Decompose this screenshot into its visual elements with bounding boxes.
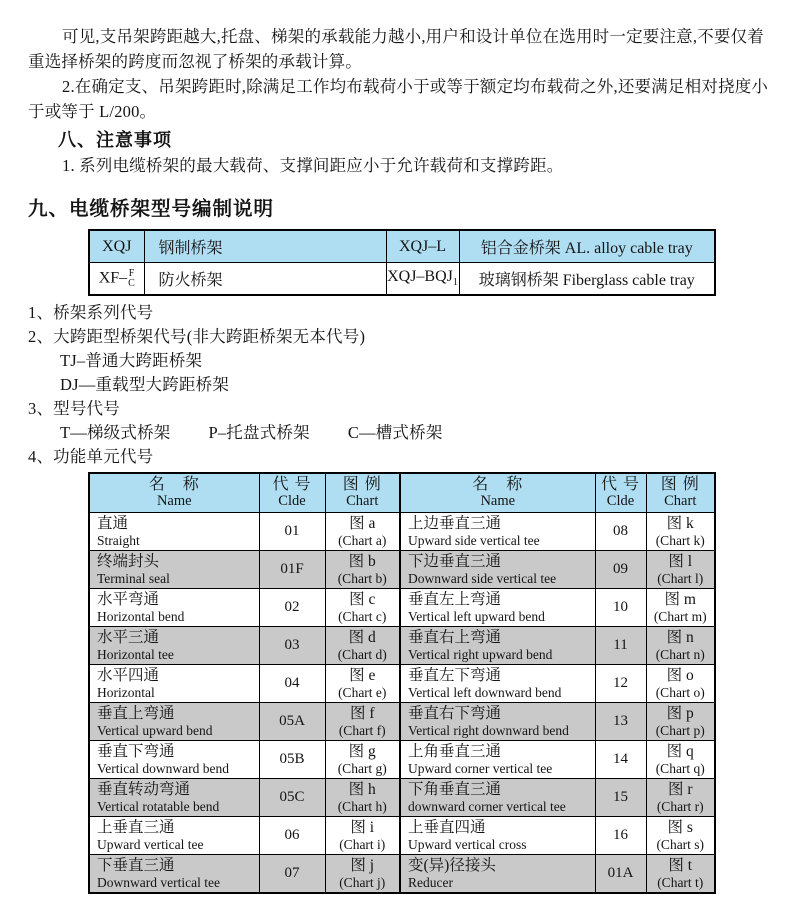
cell-unit-name-text: Vertical rotatable bend [97,798,220,814]
cell-unit-code [595,513,646,551]
header-code-zh: 代 号 [600,476,640,493]
unit-table-row [89,703,715,741]
header-chart [646,473,715,513]
cell-unit-chart-text: 图 s [667,818,693,836]
header-code-zh: 代 号 [272,476,312,493]
cell-unit-chart-text: 图 q [666,742,694,760]
cell-unit-code-text: 03 [284,636,300,653]
cell-unit-code-text: 04 [284,674,300,691]
cell-unit-chart-text: (Chart s) [656,836,705,852]
series-table-row [89,263,715,296]
header-code [259,473,325,513]
cell-unit-name-text: downward corner vertical tee [408,798,566,814]
cell-unit-code [595,741,646,779]
cell-unit-name-text: Downward vertical tee [97,874,220,890]
cell-unit-name-text: 上垂直三通 [97,818,175,836]
cell-unit-name-text: 下边垂直三通 [408,552,502,570]
cell-unit-code [259,589,325,627]
cell-unit-code [259,741,325,779]
cell-unit-chart [325,779,400,817]
paragraph-line: 可见,支吊架跨距越大,托盘、梯架的承载能力越小,用户和设计单位在选用时一定要注意,不要仅着 [62,27,764,46]
cell-unit-name-text: 变(异)径接头 [408,856,496,874]
header-chart [325,473,400,513]
cell-unit-code-text: 15 [613,788,628,805]
cell-unit-chart [646,741,715,779]
header-code [595,473,646,513]
cell-unit-chart-text: (Chart i) [339,836,386,852]
cell-unit-code-text: 12 [613,674,628,691]
cell-unit-chart-text: (Chart f) [338,722,386,738]
header-code-en: Clde [606,493,635,509]
cell-unit-chart [646,855,715,894]
note-item: 3、型号代号 [28,399,120,418]
cell-unit-name [89,589,259,627]
cell-series-desc: 钢制桥架 [144,230,386,263]
cell-series-desc: 防火桥架 [144,263,386,296]
cell-unit-name [400,817,595,855]
code-main: XQJ–BQJ [387,268,453,286]
cell-unit-name-text: Horizontal tee [97,646,174,662]
cell-unit-chart [325,551,400,589]
cell-unit-code [259,627,325,665]
cell-unit-chart [325,817,400,855]
section8-heading: 八、注意事项 [58,130,172,150]
cell-unit-chart [646,589,715,627]
cell-unit-chart-text: (Chart c) [338,608,387,624]
cell-unit-code-text: 05A [279,712,305,729]
cell-unit-chart [325,627,400,665]
header-name-en: Name [156,493,192,509]
cell-unit-code [595,627,646,665]
cell-unit-chart-text: (Chart t) [657,874,704,890]
type-code: P–托盘式桥架 [208,423,310,442]
cell-unit-code-text: 05B [279,750,305,767]
header-name [400,473,595,513]
cell-unit-name [400,513,595,551]
cell-unit-code [259,551,325,589]
cell-unit-name [400,779,595,817]
type-code: C—槽式桥架 [347,423,443,442]
cell-unit-chart [646,513,715,551]
cell-unit-name [89,817,259,855]
cell-unit-chart-text: 图 f [349,704,375,722]
note-item: 4、功能单元代号 [28,447,154,466]
header-code-en: Clde [278,493,306,509]
cell-unit-code [595,817,646,855]
cell-unit-chart-text: (Chart h) [337,798,387,814]
cell-unit-chart [325,741,400,779]
cell-unit-chart-text: (Chart j) [339,874,386,890]
cell-unit-chart-text: 图 l [668,552,693,570]
cell-unit-name [400,741,595,779]
cell-unit-chart-text: 图 p [666,704,694,722]
cell-series-code: XQJ [89,230,144,263]
cell-unit-name-text: 垂直右上弯通 [408,628,502,646]
cell-unit-code-text: 09 [613,560,628,577]
note-subitem: DJ—重载型大跨距桥架 [60,375,230,394]
type-codes-line [28,421,773,445]
cell-unit-name [89,665,259,703]
cell-unit-code [595,703,646,741]
cell-unit-chart-text: 图 r [667,780,693,798]
series-code-table [88,229,716,296]
cell-unit-name-text: Upward side vertical tee [408,532,540,548]
cell-unit-name-text: Upward corner vertical tee [408,760,553,776]
series-table-row [89,230,715,263]
cell-unit-chart-text: (Chart o) [655,684,705,700]
cell-unit-name-text: Horizontal [97,684,155,700]
header-chart-zh: 图 例 [342,476,382,493]
cell-unit-code [259,665,325,703]
cell-unit-chart-text: 图 h [348,780,376,798]
cell-unit-chart [325,665,400,703]
cell-unit-name-text: Vertical left upward bend [408,608,545,624]
unit-table-row [89,817,715,855]
cell-unit-chart-text: 图 m [664,590,696,608]
stacked-code [128,269,135,289]
cell-unit-chart [325,703,400,741]
cell-unit-chart-text: 图 d [348,628,376,646]
section8-item: 1. 系列电缆桥架的最大载荷、支撑间距应小于允许载荷和支撑跨距。 [62,156,564,175]
cell-unit-code-text: 08 [613,522,628,539]
cell-unit-name-text: 水平三通 [97,628,160,646]
cell-unit-code-text: 05C [279,788,305,805]
cell-unit-name [89,627,259,665]
cell-unit-code [595,665,646,703]
cell-unit-name-text: Straight [97,532,140,548]
unit-table-row [89,779,715,817]
cell-unit-name-text: Upward vertical tee [97,836,204,852]
cell-unit-code-text: 06 [284,826,300,843]
cell-unit-chart [325,513,400,551]
paragraph-line: 2.在确定支、吊架跨距时,除满足工作均布载荷小于或等于额定均布载荷之外,还要满足相对挠度小 [62,77,769,96]
cell-unit-name-text: Downward side vertical tee [408,570,557,586]
cell-unit-chart-text: (Chart m) [653,608,707,624]
cell-unit-code [259,703,325,741]
note-item: 1、桥架系列代号 [28,303,154,322]
header-chart-en: Chart [346,493,379,509]
unit-table-row [89,665,715,703]
cell-unit-name-text: Vertical right upward bend [408,646,553,662]
unit-table-row [89,513,715,551]
cell-unit-chart-text: 图 t [668,856,693,874]
cell-unit-name-text: 上垂直四通 [408,818,486,836]
cell-unit-code-text: 02 [284,598,300,615]
cell-unit-name-text: Upward vertical cross [408,836,527,852]
cell-unit-chart [325,589,400,627]
cell-unit-name-text: 终端封头 [97,552,160,570]
cell-unit-chart-text: (Chart a) [338,532,387,548]
cell-series-code: XQJ–L [386,230,459,263]
cell-unit-chart-text: (Chart e) [338,684,387,700]
cell-unit-chart [646,779,715,817]
cell-unit-name-text: 上边垂直三通 [408,514,502,532]
cell-unit-chart-text: (Chart l) [657,570,704,586]
cell-unit-name-text: 水平弯通 [97,590,160,608]
header-name [89,473,259,513]
cell-unit-code [259,513,325,551]
cell-unit-chart-text: 图 c [349,590,376,608]
cell-unit-name-text: 上角垂直三通 [408,742,502,760]
cell-unit-code-text: 07 [284,864,300,881]
cell-unit-chart-text: 图 k [666,514,694,532]
cell-unit-name [89,703,259,741]
cell-unit-name-text: Vertical right downward bend [408,722,569,738]
cell-unit-name [89,513,259,551]
function-unit-table [88,472,716,894]
cell-unit-code-text: 10 [613,598,628,615]
cell-unit-chart [646,817,715,855]
type-code: T—梯级式桥架 [60,423,171,442]
stack-top: F [128,267,135,279]
cell-unit-chart-text: (Chart p) [655,722,705,738]
cell-unit-name-text: 垂直下弯通 [97,742,175,760]
unit-table-row [89,627,715,665]
cell-series-code [89,263,144,296]
cell-unit-chart-text: (Chart d) [337,646,387,662]
cell-unit-name-text: 下垂直三通 [97,856,175,874]
paragraph-line: 重选择桥架的跨度而忽视了桥架的承载计算。 [28,52,362,71]
cell-unit-chart [646,703,715,741]
cell-unit-name [400,589,595,627]
cell-unit-name [400,855,595,894]
cell-unit-code-text: 16 [613,826,628,843]
note-item: 2、大跨距型桥架代号(非大跨距桥架无本代号) [28,327,366,346]
cell-unit-name [89,551,259,589]
cell-unit-name-text: 垂直左上弯通 [408,590,502,608]
cell-unit-code-text: 14 [613,750,628,767]
header-name-zh: 名 称 [472,476,524,493]
cell-unit-chart-text: 图 b [348,552,376,570]
cell-unit-name-text: Vertical upward bend [97,722,213,738]
unit-table-body [89,513,715,894]
cell-unit-name-text: Vertical downward bend [97,760,229,776]
cell-unit-name [400,551,595,589]
stack-bottom: C [128,277,135,289]
unit-table-row [89,551,715,589]
header-chart-en: Chart [664,493,697,509]
cell-unit-code [259,779,325,817]
unit-table-row [89,741,715,779]
cell-unit-chart-text: 图 e [349,666,376,684]
cell-unit-code-text: 01 [284,522,300,539]
cell-unit-chart [646,551,715,589]
cell-unit-code-text: 01A [607,864,634,881]
cell-unit-code [595,589,646,627]
cell-unit-name-text: Terminal seal [97,570,170,586]
cell-unit-chart-text: (Chart g) [337,760,387,776]
cell-unit-chart-text: 图 j [350,856,375,874]
unit-table-row [89,589,715,627]
cell-unit-code [595,551,646,589]
cell-unit-chart-text: (Chart k) [655,532,705,548]
cell-unit-chart-text: (Chart n) [655,646,705,662]
cell-unit-chart [325,855,400,894]
code-subscript: 1 [452,277,458,289]
cell-unit-name-text: 垂直转动弯通 [97,780,191,798]
cell-unit-name [89,855,259,894]
cell-unit-chart-text: 图 a [349,514,376,532]
cell-unit-chart [646,665,715,703]
cell-unit-chart-text: (Chart q) [655,760,705,776]
cell-series-code [386,263,459,296]
cell-unit-chart-text: 图 g [348,742,376,760]
cell-unit-name [400,703,595,741]
cell-unit-name [89,779,259,817]
cell-unit-name-text: Vertical left downward bend [408,684,562,700]
cell-series-desc: 铝合金桥架 AL. alloy cable tray [459,230,715,263]
cell-unit-chart-text: (Chart r) [656,798,704,814]
header-chart-zh: 图 例 [660,476,700,493]
cell-unit-code [595,779,646,817]
cell-series-desc: 玻璃钢桥架 Fiberglass cable tray [459,263,715,296]
cell-unit-name-text: 水平四通 [97,666,160,684]
cell-unit-name [89,741,259,779]
note-subitem: TJ–普通大跨距桥架 [60,351,203,370]
cell-unit-code [259,817,325,855]
header-name-en: Name [480,493,516,509]
section9-heading: 九、电缆桥架型号编制说明 [28,198,275,220]
unit-table-row [89,855,715,894]
cell-unit-name [400,665,595,703]
cell-unit-chart-text: (Chart b) [337,570,387,586]
cell-unit-name-text: Reducer [408,874,453,890]
notes-list [28,301,773,469]
paragraph-line: 于或等于 L/200。 [28,102,157,121]
header-name-zh: 名 称 [148,476,200,493]
cell-unit-name [400,627,595,665]
cell-unit-name-text: 直通 [97,514,129,532]
cell-unit-chart-text: 图 o [666,666,694,684]
cell-unit-name-text: 垂直右下弯通 [408,704,502,722]
code-prefix: XF– [98,269,128,287]
cell-unit-code-text: 13 [613,712,628,729]
unit-table-header-row [89,473,715,513]
cell-unit-name-text: Horizontal bend [97,608,185,624]
cell-unit-name-text: 垂直左下弯通 [408,666,502,684]
cell-unit-code [595,855,646,894]
cell-unit-name-text: 下角垂直三通 [408,780,502,798]
cell-unit-code-text: 11 [613,636,628,653]
cell-unit-chart [646,627,715,665]
cell-unit-chart-text: 图 i [350,818,375,836]
cell-unit-name-text: 垂直上弯通 [97,704,175,722]
cell-unit-chart-text: 图 n [666,628,694,646]
cell-unit-code-text: 01F [280,560,304,577]
cell-unit-code [259,855,325,894]
